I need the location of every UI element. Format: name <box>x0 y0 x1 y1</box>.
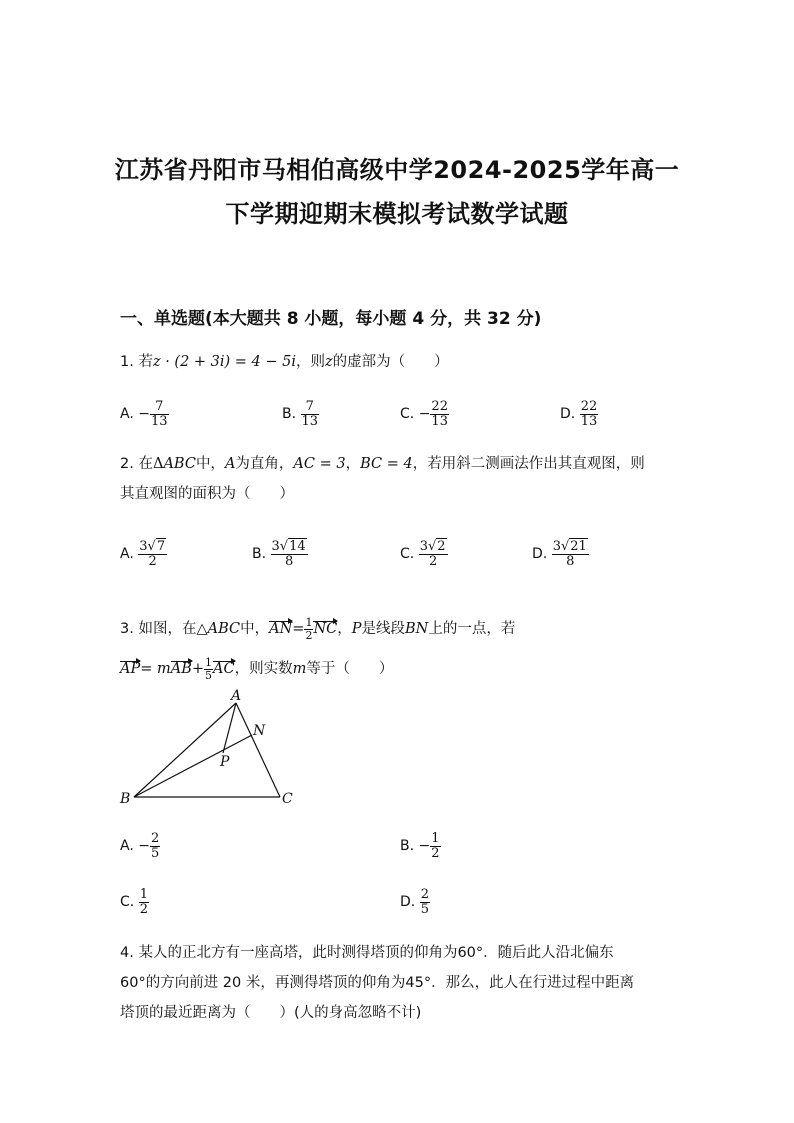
question-2 <box>120 457 645 472</box>
vector-an: AN <box>269 621 293 638</box>
option-label: C. <box>400 406 415 423</box>
q1-option-a[interactable] <box>120 400 169 428</box>
option-label: A. <box>120 546 134 563</box>
numerator: 1 <box>305 616 313 629</box>
option-label: D. <box>560 406 576 423</box>
document-title-line2: 下学期迎期末模拟考试数学试题 <box>225 200 569 228</box>
question-text: 如图，在△ <box>138 621 208 638</box>
edge-ba <box>134 703 236 797</box>
denominator: 2 <box>431 845 440 861</box>
question-text: 的虚部为（ ） <box>332 354 449 370</box>
option-sign: − <box>138 406 150 423</box>
option-sign: − <box>138 838 150 855</box>
edge-ac <box>236 703 280 797</box>
option-label: D. <box>532 546 548 563</box>
question-text: 中， <box>240 621 270 638</box>
question-4-line2: 60°的方向前进 20 米，再测得塔顶的仰角为45°．那么，此人在行进过程中距离 <box>120 975 635 991</box>
question-text: ，则 <box>296 354 326 370</box>
vertex-label-b: B <box>120 791 131 807</box>
vector-nc: NC <box>313 621 338 638</box>
denominator: 13 <box>301 413 319 429</box>
denominator: 5 <box>150 845 160 861</box>
q3-option-a[interactable] <box>120 832 160 860</box>
question-2-line2: 其直观图的面积为（ ） <box>120 486 294 502</box>
vertex-label-a: A <box>231 688 242 704</box>
question-text: ， <box>345 456 361 472</box>
q3-option-b[interactable] <box>400 832 441 860</box>
option-label: B. <box>252 546 267 563</box>
q1-option-d[interactable] <box>560 400 598 428</box>
math-variable: m <box>292 661 307 678</box>
math-expression: BC = 4 <box>360 456 413 472</box>
denominator: 13 <box>150 413 168 429</box>
numerator: 1 <box>205 656 213 669</box>
question-text: ，则实数 <box>234 661 293 678</box>
q1-option-c[interactable] <box>400 400 449 428</box>
fraction <box>430 832 440 860</box>
fraction <box>139 888 149 916</box>
fraction <box>580 400 599 428</box>
option-label: A. <box>120 838 134 855</box>
question-text: ，若用斜二测画法作出其直观图，则 <box>412 456 645 472</box>
triangle-figure <box>110 685 310 810</box>
denominator: 13 <box>580 413 598 429</box>
math-variable: P <box>351 621 362 638</box>
vertex-label-n: N <box>253 723 266 739</box>
math-expression: AC = 3 <box>293 456 346 472</box>
fraction <box>150 400 169 428</box>
option-label: A. <box>120 406 134 423</box>
numerator: 22 <box>431 399 448 414</box>
denominator: 2 <box>138 554 167 569</box>
q2-option-d[interactable] <box>532 540 589 568</box>
question-1 <box>120 355 449 370</box>
numerator: 22 <box>580 399 598 414</box>
numerator: 1 <box>431 831 440 846</box>
numerator: 7 <box>305 399 314 414</box>
fraction <box>301 400 320 428</box>
denominator: 2 <box>305 628 313 642</box>
option-label: D. <box>400 894 416 911</box>
denominator: 2 <box>419 554 448 569</box>
q2-option-a[interactable] <box>120 540 167 568</box>
question-text: 上的一点，若 <box>428 621 516 638</box>
question-text: 等于（ ） <box>306 661 394 678</box>
fraction <box>138 540 167 568</box>
math-symbol: = <box>292 621 305 638</box>
math-variable: BN <box>405 621 429 638</box>
option-label: C. <box>400 546 415 563</box>
math-variable: A <box>224 456 236 472</box>
question-text: ， <box>337 621 352 638</box>
math-symbol: Δ <box>152 456 164 472</box>
numerator: 3√2 <box>419 539 446 554</box>
question-number: 3. <box>120 621 134 638</box>
segment-bn <box>134 735 252 797</box>
numerator: 1 <box>139 887 148 902</box>
option-sign: − <box>418 838 431 855</box>
question-number: 2. <box>120 456 134 472</box>
option-sign: − <box>418 406 431 423</box>
numerator: 3√14 <box>271 539 306 554</box>
denominator: 5 <box>420 901 429 917</box>
question-3-line2 <box>120 657 393 681</box>
math-variable: z <box>325 354 333 370</box>
fraction <box>204 657 213 681</box>
question-number: 1. <box>120 354 134 370</box>
q2-option-b[interactable] <box>252 540 308 568</box>
fraction <box>150 832 160 860</box>
question-text: 是线段 <box>361 621 405 638</box>
question-text: 在 <box>138 456 153 472</box>
point-label-p: P <box>220 754 230 770</box>
question-text: 若 <box>138 354 153 370</box>
fraction <box>430 400 449 428</box>
denominator: 5 <box>205 668 213 682</box>
math-variable: ABC <box>163 456 196 472</box>
section-heading: 一、单选题(本大题共 8 小题，每小题 4 分，共 32 分) <box>120 309 542 329</box>
math-expression: z · (2 + 3i) = 4 − 5i <box>152 354 297 370</box>
document-title-line1: 江苏省丹阳市马相伯高级中学2024-2025学年高一 <box>114 156 680 184</box>
q2-option-c[interactable] <box>400 540 448 568</box>
question-4-line3: 塔顶的最近距离为（ ）(人的身高忽略不计) <box>120 1005 422 1021</box>
question-4-line1: 4. 某人的正北方有一座高塔，此时测得塔顶的仰角为60°．随后此人沿北偏东 <box>120 945 614 961</box>
question-text: 中， <box>195 456 225 472</box>
question-3 <box>120 617 515 641</box>
vertex-label-c: C <box>282 791 293 807</box>
vector-ac: AC <box>213 661 235 678</box>
question-text: 为直角， <box>235 456 294 472</box>
fraction <box>420 888 430 916</box>
numerator: 2 <box>150 831 160 846</box>
denominator: 2 <box>139 901 148 917</box>
q1-option-b[interactable] <box>282 400 319 428</box>
fraction <box>552 540 589 568</box>
option-label: C. <box>120 894 135 911</box>
numerator: 2 <box>420 887 429 902</box>
math-variable: ABC <box>207 621 241 638</box>
q3-option-c[interactable] <box>120 888 149 916</box>
denominator: 13 <box>431 413 448 429</box>
math-symbol: + <box>191 661 205 678</box>
option-label: B. <box>400 838 415 855</box>
math-expression: = m <box>140 661 171 678</box>
option-label: B. <box>282 406 297 423</box>
fraction <box>271 540 308 568</box>
fraction <box>419 540 448 568</box>
vector-ap: AP <box>120 661 141 678</box>
denominator: 8 <box>271 554 308 569</box>
numerator: 3√21 <box>552 539 587 554</box>
denominator: 8 <box>552 554 589 569</box>
numerator: 7 <box>155 399 164 414</box>
vector-ab: AB <box>170 661 192 678</box>
numerator: 3√7 <box>139 539 166 554</box>
q3-option-d[interactable] <box>400 888 430 916</box>
segment-ap <box>223 703 236 753</box>
